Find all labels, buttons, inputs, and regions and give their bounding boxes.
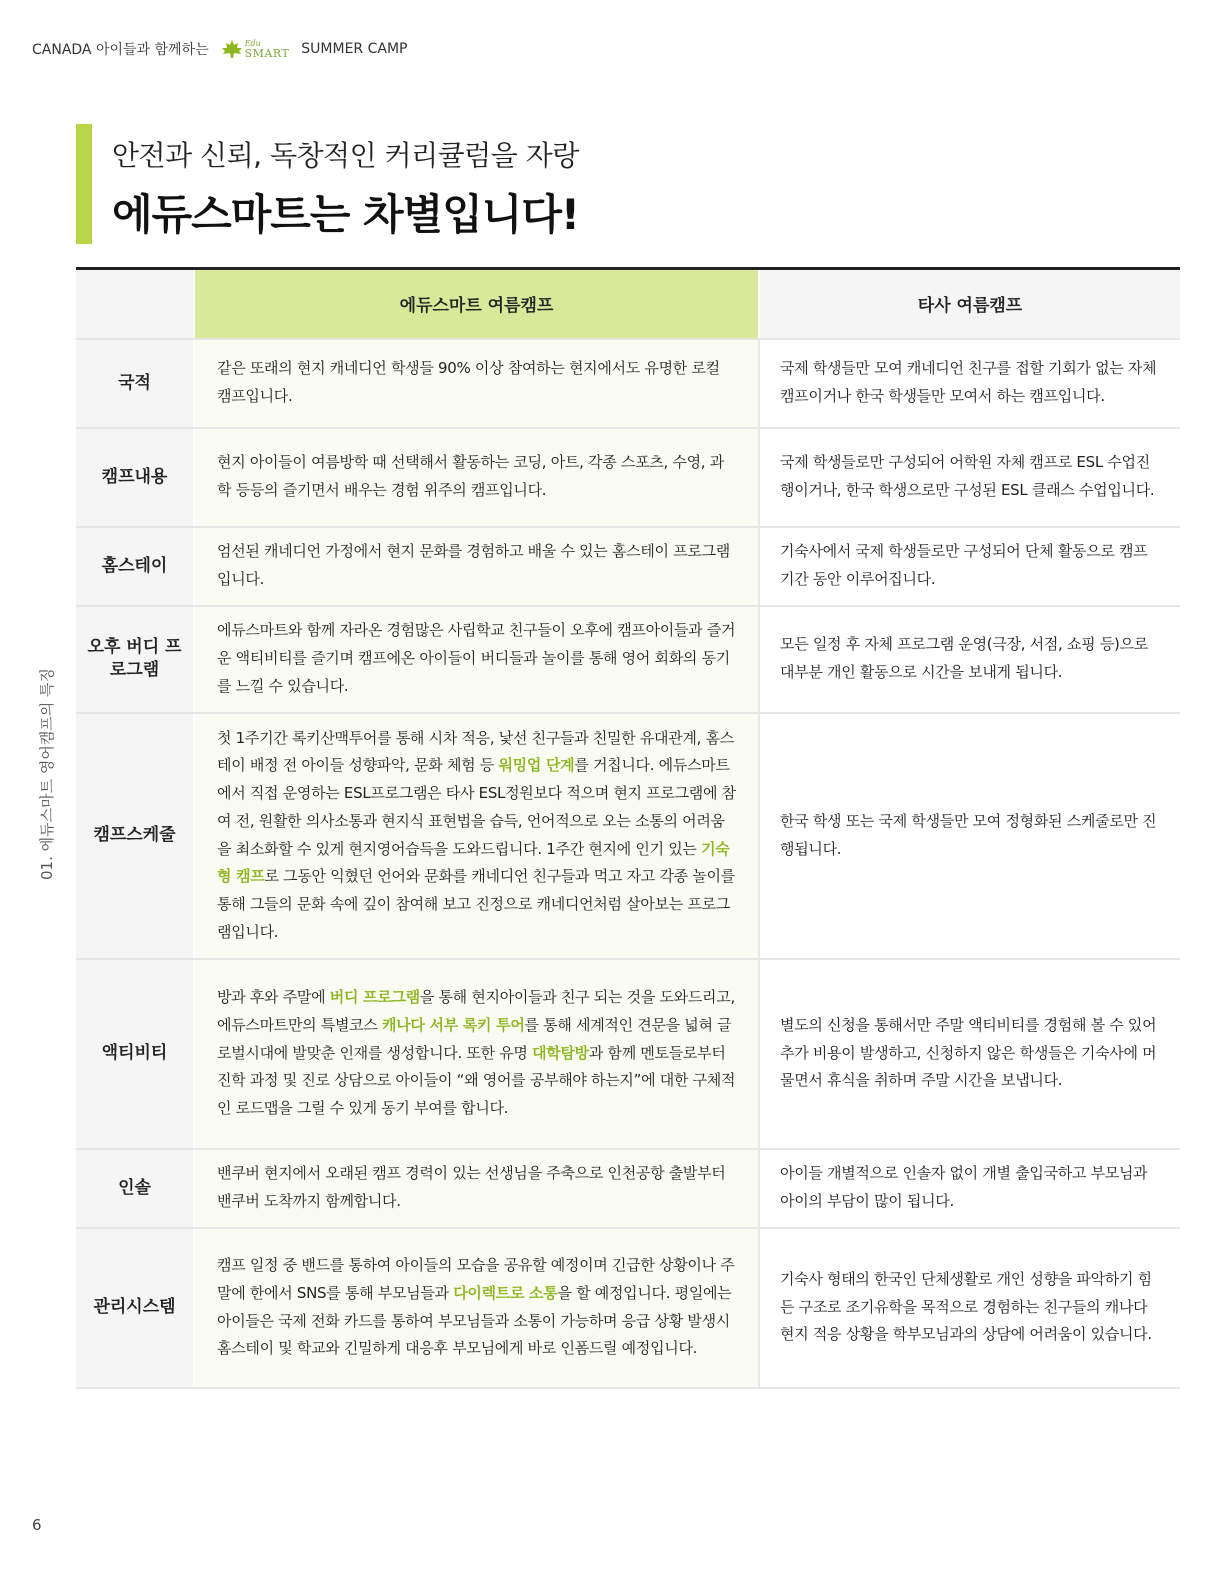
- header-suffix: SUMMER CAMP: [301, 41, 408, 57]
- header-prefix: CANADA 아이들과 함께하는: [32, 42, 209, 58]
- header-other-camp: 타사 여름캠프: [759, 269, 1180, 339]
- edusmart-logo: [221, 39, 290, 59]
- other-camp-cell: 아이들 개별적으로 인솔자 없이 개별 출입국하고 부모님과 아이의 부담이 많이 됩니다.: [759, 1149, 1180, 1228]
- logo-edu: Edu: [244, 38, 261, 48]
- row-label: 액티비티: [76, 959, 194, 1149]
- other-camp-cell: 국제 학생들만 모여 캐네디언 친구를 접할 기회가 없는 자체 캠프이거나 한국 학생들만 모여서 하는 캠프입니다.: [759, 339, 1180, 428]
- other-camp-cell: 모든 일정 후 자체 프로그램 운영(극장, 서점, 쇼핑 등)으로 대부분 개인 활동으로 시간을 보내게 됩니다.: [759, 606, 1180, 713]
- other-camp-cell: 한국 학생 또는 국제 학생들만 모여 정형화된 스케줄로만 진행됩니다.: [759, 713, 1180, 959]
- text-segment: 과 함께 멘토들로부터 진학 과정 및 진로 상담으로 아이들이 “왜 영어를 공부해야 하는지”에 대한 구체적인 로드맵을 그릴 수 있게 동기 부여를 합니다.: [217, 1043, 736, 1118]
- table-row: [76, 606, 1180, 713]
- text-segment: 을 통해 현지아이들과 친구 되는 것을 도와드리고, 에듀스마트만의 특별코스: [217, 988, 735, 1034]
- highlight-text: 대학탐방: [532, 1043, 589, 1062]
- table-row: [76, 339, 1180, 428]
- row-label: 오후 버디 프로그램: [76, 606, 194, 713]
- highlight-text: 버디 프로그램: [329, 988, 420, 1007]
- row-label: 인솔: [76, 1149, 194, 1228]
- page-header: [32, 38, 407, 60]
- header-edusmart: 에듀스마트 여름캠프: [194, 269, 759, 339]
- title-block: [76, 124, 579, 244]
- row-label: 관리시스템: [76, 1228, 194, 1388]
- text-segment: 첫 1주기간 록키산맥투어를 통해 시차 적응, 낯선 친구들과 친밀한 유대관계, 홈스테이 배정 전 아이들 성향파악, 문화 체험 등: [217, 728, 734, 775]
- table-row: [76, 713, 1180, 959]
- edusmart-cell: [194, 959, 759, 1149]
- table-header-row: [76, 269, 1180, 339]
- table-row: [76, 1149, 1180, 1228]
- other-camp-cell: 기숙사에서 국제 학생들로만 구성되어 단체 활동으로 캠프 기간 동안 이루어집니다.: [759, 527, 1180, 606]
- text-segment: 를 거칩니다. 에듀스마트에서 직접 운영하는 ESL프로그램은 타사 ESL정원보다 적으며 현지 프로그램에 참여 전, 원활한 의사소통과 현지식 표현법을 습득, 언어적으로 오는 소통의 어려움을 최소화할 수 있게 현지영어습득을 도와드립니다. 1주간 현지에 인기 있는: [217, 756, 736, 858]
- highlight-text: 기숙형 캠프: [217, 839, 730, 886]
- edusmart-cell: [194, 713, 759, 959]
- edusmart-cell: 같은 또래의 현지 캐네디언 학생들 90% 이상 참여하는 현지에서도 유명한 로컬 캠프입니다.: [194, 339, 759, 428]
- maple-leaf-icon: [221, 39, 243, 59]
- row-label: 캠프내용: [76, 428, 194, 527]
- table-row: [76, 527, 1180, 606]
- row-label: 캠프스케줄: [76, 713, 194, 959]
- text-segment: 캠프 일정 중 밴드를 통하여 아이들의 모습을 공유할 예정이며 긴급한 상황이나 주말에 한에서 SNS를 통해 부모님들과: [217, 1256, 735, 1302]
- other-camp-cell: 별도의 신청을 통해서만 주말 액티비티를 경험해 볼 수 있어 추가 비용이 발생하고, 신청하지 않은 학생들은 기숙사에 머물면서 휴식을 취하며 주말 시간을 보냅니다.: [759, 959, 1180, 1149]
- row-label: 국적: [76, 339, 194, 428]
- other-camp-cell: 국제 학생들로만 구성되어 어학원 자체 캠프로 ESL 수업진행이거나, 한국 학생으로만 구성된 ESL 클래스 수업입니다.: [759, 428, 1180, 527]
- table-row: [76, 1228, 1180, 1388]
- text-segment: 방과 후와 주말에: [217, 988, 330, 1007]
- table-row: [76, 428, 1180, 527]
- logo-wordmark: [245, 40, 290, 59]
- other-camp-cell: 기숙사 형태의 한국인 단체생활로 개인 성향을 파악하기 힘든 구조로 조기유학을 목적으로 경험하는 친구들의 캐나다 현지 적응 상황을 학부모님과의 상담에 어려움이 있습니다.: [759, 1228, 1180, 1388]
- logo-smart: SMART: [244, 46, 290, 60]
- section-side-label: 01. 에듀스마트 영어캠프의 특징: [38, 667, 56, 880]
- edusmart-cell: 밴쿠버 현지에서 오래된 캠프 경력이 있는 선생님을 주축으로 인천공항 출발부터 밴쿠버 도착까지 함께합니다.: [194, 1149, 759, 1228]
- text-segment: 로 그동안 익혔던 언어와 문화를 캐네디언 친구들과 먹고 자고 각종 놀이를 통해 그들의 문화 속에 깊이 참여해 보고 진정으로 캐네디언처럼 살아보는 프로그램입니다.: [217, 867, 735, 941]
- page-subtitle: 안전과 신뢰, 독창적인 커리큘럼을 자랑: [112, 139, 579, 172]
- page-number: 6: [32, 1516, 42, 1534]
- row-label: 홈스테이: [76, 527, 194, 606]
- edusmart-cell: 에듀스마트와 함께 자라온 경험많은 사립학교 친구들이 오후에 캠프아이들과 즐거운 액티비티를 즐기며 캠프에온 아이들이 버디들과 놀이를 통해 영어 회화의 동기를 느낄 수 있습니다.: [194, 606, 759, 713]
- table-row: [76, 959, 1180, 1149]
- text-segment: 를 통해 세계적인 견문을 넓혀 글로벌시대에 발맞춘 인재를 생성합니다. 또한 유명: [217, 1015, 732, 1062]
- text-segment: 을 할 예정입니다. 평일에는 아이들은 국제 전화 카드를 통하여 부모님들과 소통이 가능하며 응급 상황 발생시 홈스테이 및 학교와 긴밀하게 대응후 부모님에게 바로 인폼드릴 예정입니다.: [217, 1283, 732, 1358]
- highlight-text: 다이렉트로 소통: [453, 1283, 558, 1302]
- highlight-text: 캐나다 서부 록키 투어: [382, 1015, 525, 1034]
- edusmart-cell: 현지 아이들이 여름방학 때 선택해서 활동하는 코딩, 아트, 각종 스포츠, 수영, 과학 등등의 즐기면서 배우는 경험 위주의 캠프입니다.: [194, 428, 759, 527]
- page-title: 에듀스마트는 차별입니다!: [112, 190, 580, 239]
- highlight-text: 워밍업 단계: [498, 756, 575, 775]
- edusmart-cell: [194, 1228, 759, 1388]
- edusmart-cell: 엄선된 캐네디언 가정에서 현지 문화를 경험하고 배울 수 있는 홈스테이 프로그램입니다.: [194, 527, 759, 606]
- comparison-table: [76, 267, 1180, 1389]
- header-empty-cell: [76, 269, 194, 339]
